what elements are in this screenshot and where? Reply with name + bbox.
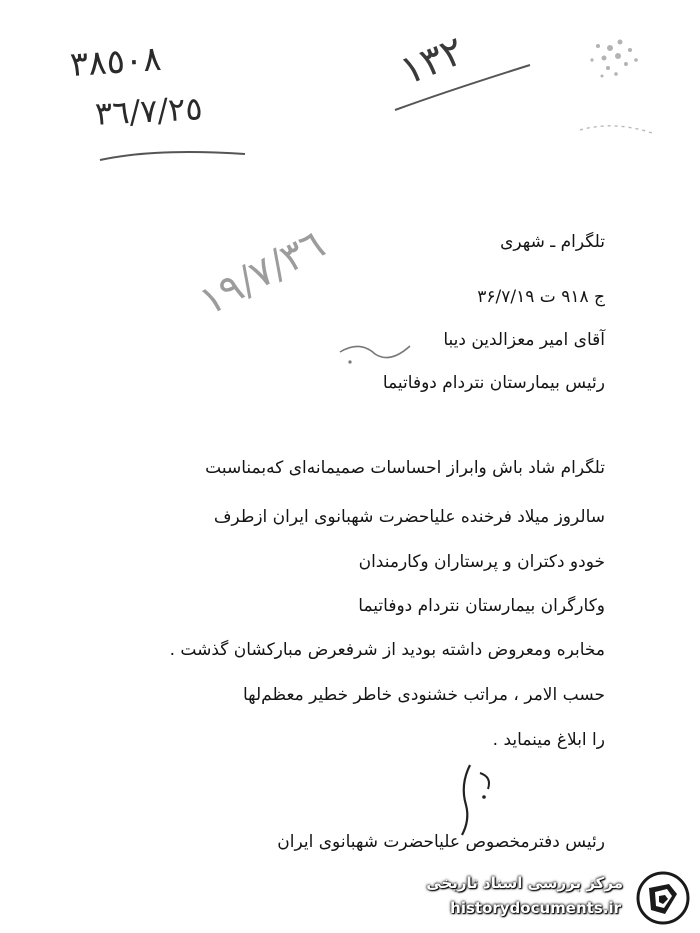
watermark-logo-icon [635, 870, 691, 926]
signature [440, 755, 520, 840]
handwritten-stroke [390, 60, 540, 120]
closing-line-2: را ابلاغ مینماید . [492, 730, 605, 750]
handwritten-underline [95, 140, 255, 170]
recipient-name: آقای امیر معزالدین دیبا [443, 330, 605, 350]
watermark-url: historydocuments.ir [450, 899, 621, 917]
watermark-name: مرکز بررسی اسناد تاریخی [426, 874, 623, 892]
body-line-3: خودو دکتران و پرستاران وکارمندان [358, 552, 605, 572]
handwritten-ref-date: ٣٦/٧/٢٥ [94, 89, 204, 133]
margin-note: ١٩/٧/٣٦ [192, 221, 333, 325]
closing-line-1: حسب الامر ، مراتب خشنودی خاطر خطیر معظم‌لها [242, 685, 605, 705]
body-line-5: مخابره ومعروض داشته بودید از شرفعرض مبارکشان گذشت . [169, 640, 605, 660]
telegram-type: تلگرام ـ شهری [500, 232, 605, 252]
body-line-1: تلگرام شاد باش وابراز احساسات صمیمانه‌ای که‌بمناسبت [205, 458, 605, 478]
recipient-title: رئیس بیمارستان نتردام دوفاتیما [382, 373, 605, 393]
handwritten-corner-number: ١٣٢ [393, 27, 471, 95]
telegram-reference: ج ۹۱۸ ت ۳۶/۷/۱۹ [477, 287, 605, 307]
recipient-scribble [330, 332, 440, 372]
handwritten-ref-number: ٣٨٥٠٨ [68, 38, 163, 86]
body-line-4: وکارگران بیمارستان نتردام دوفاتیما [358, 596, 605, 616]
body-line-2: سالروز میلاد فرخنده علیاحضرت شهبانوی ایران ازطرف [213, 507, 605, 527]
seal-emblem [560, 20, 670, 140]
signature-title: رئیس دفترمخصوص علیاحضرت شهبانوی ایران [277, 832, 605, 852]
watermark [405, 868, 695, 928]
